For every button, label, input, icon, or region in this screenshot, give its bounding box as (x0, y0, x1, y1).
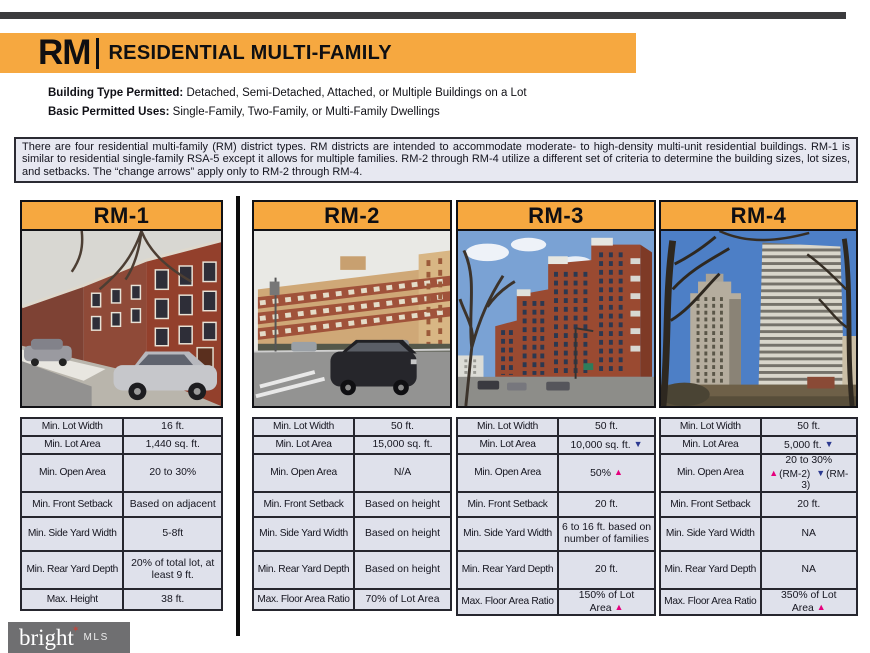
table-row (457, 418, 655, 436)
district-card-rm1 (20, 200, 223, 611)
district-header: RM-3 (458, 202, 654, 231)
row-value: 50 ft. (354, 418, 451, 436)
row-value: 50 ft. (558, 418, 655, 436)
row-label: Min. Rear Yard Depth (21, 551, 123, 589)
district-spec-table (456, 417, 656, 616)
table-row (253, 436, 451, 454)
row-label: Min. Side Yard Width (21, 517, 123, 551)
row-value: 50 ft. (761, 418, 857, 436)
row-value: 20% of total lot, at least 9 ft. (123, 551, 222, 589)
table-row (253, 517, 451, 551)
basic-uses-value: Single-Family, Two-Family, or Multi-Family Dwellings (169, 106, 440, 118)
up-change-arrow-icon: ▲ (769, 467, 779, 478)
logo-wordmark: bright (19, 624, 74, 650)
table-row (457, 454, 655, 492)
district-card-rm3 (456, 200, 656, 616)
row-label: Max. Height (21, 589, 123, 610)
table-row (21, 517, 222, 551)
change-arrow-ref: (RM-2) (779, 468, 811, 480)
row-value: 150% of Lot Area ▲ (558, 589, 655, 615)
row-label: Min. Open Area (457, 454, 558, 492)
district-header: RM-4 (661, 202, 856, 231)
down-change-arrow-icon: ▼ (824, 438, 834, 449)
row-label: Min. Lot Area (253, 436, 354, 454)
bright-mls-logo (8, 622, 130, 653)
row-value: Based on height (354, 492, 451, 517)
up-change-arrow-icon: ▲ (613, 466, 623, 477)
district-photo-box (456, 200, 656, 408)
row-label: Max. Floor Area Ratio (457, 589, 558, 615)
down-change-arrow-icon: ▼ (633, 438, 643, 449)
row-value: Based on height (354, 551, 451, 589)
row-value: 350% of Lot Area ▲ (761, 589, 857, 615)
row-value: 1,440 sq. ft. (123, 436, 222, 454)
title-banner (0, 33, 636, 73)
building-type-value: Detached, Semi-Detached, Attached, or Multiple Buildings on a Lot (183, 87, 527, 99)
row-value: 38 ft. (123, 589, 222, 610)
change-arrow-ref: (RM-3) (801, 468, 849, 491)
apartment-block-photo (254, 231, 450, 406)
row-value: 50% ▲ (558, 454, 655, 492)
row-value: Based on height (354, 517, 451, 551)
up-change-arrow-icon: ▲ (816, 601, 826, 612)
table-row (253, 589, 451, 610)
district-card-rm4 (659, 200, 858, 616)
table-row (21, 492, 222, 517)
row-label: Min. Lot Area (457, 436, 558, 454)
row-label: Min. Lot Area (21, 436, 123, 454)
row-value: N/A (354, 454, 451, 492)
up-change-arrow-icon: ▲ (614, 601, 624, 612)
table-row (660, 492, 857, 517)
district-photo-box (659, 200, 858, 408)
row-label: Min. Open Area (21, 454, 123, 492)
row-label: Min. Front Setback (660, 492, 761, 517)
row-label: Min. Rear Yard Depth (660, 551, 761, 589)
table-row (21, 589, 222, 610)
row-value: 70% of Lot Area (354, 589, 451, 610)
building-type-line (48, 84, 527, 103)
change-arrow-note (764, 468, 854, 491)
row-value: 20 to 30% (123, 454, 222, 492)
table-row (457, 589, 655, 615)
row-label: Min. Rear Yard Depth (253, 551, 354, 589)
row-label: Min. Side Yard Width (660, 517, 761, 551)
table-row (660, 418, 857, 436)
table-row (253, 454, 451, 492)
rm1-divider-bar (236, 196, 240, 636)
district-spec-table (252, 417, 452, 611)
table-row (21, 454, 222, 492)
table-row (660, 589, 857, 615)
table-row (457, 517, 655, 551)
row-value: 5-8ft (123, 517, 222, 551)
row-label: Min. Lot Width (660, 418, 761, 436)
table-row (21, 551, 222, 589)
rowhouses-photo (22, 231, 221, 406)
table-row (457, 551, 655, 589)
table-row (253, 418, 451, 436)
logo-suffix: MLS (83, 632, 109, 643)
row-label: Max. Floor Area Ratio (660, 589, 761, 615)
district-spec-table (659, 417, 858, 616)
district-card-rm2 (252, 200, 452, 611)
row-value: NA (761, 517, 857, 551)
row-label: Min. Lot Width (21, 418, 123, 436)
row-value: 10,000 sq. ft. ▼ (558, 436, 655, 454)
row-value: 5,000 ft. ▼ (761, 436, 857, 454)
row-label: Min. Lot Width (457, 418, 558, 436)
row-value: Based on adjacent (123, 492, 222, 517)
highrise-towers-photo (661, 231, 856, 406)
building-type-label: Building Type Permitted: (48, 87, 184, 99)
table-row (21, 436, 222, 454)
row-label: Min. Side Yard Width (253, 517, 354, 551)
down-change-arrow-icon: ▼ (816, 467, 826, 478)
row-label: Min. Side Yard Width (457, 517, 558, 551)
row-label: Min. Lot Area (660, 436, 761, 454)
permitted-summary (48, 84, 527, 122)
district-code: RM (38, 33, 91, 72)
district-header: RM-1 (22, 202, 221, 231)
row-value: 15,000 sq. ft. (354, 436, 451, 454)
table-row (253, 551, 451, 589)
midrise-towers-photo (458, 231, 654, 406)
row-value: 20 ft. (558, 492, 655, 517)
table-row (457, 436, 655, 454)
row-value: 20 to 30% ▲(RM-2) ▼(RM-3) (761, 454, 857, 492)
title-separator (96, 38, 99, 69)
row-label: Min. Open Area (253, 454, 354, 492)
table-row (660, 551, 857, 589)
row-label: Min. Front Setback (253, 492, 354, 517)
table-row (21, 418, 222, 436)
district-spec-table (20, 417, 223, 611)
basic-uses-label: Basic Permitted Uses: (48, 106, 170, 118)
row-label: Min. Open Area (660, 454, 761, 492)
basic-uses-line (48, 103, 527, 122)
district-photo-box (20, 200, 223, 408)
logo-spark-icon: ✶ (71, 624, 80, 634)
table-row (253, 492, 451, 517)
row-label: Max. Floor Area Ratio (253, 589, 354, 610)
row-value: 16 ft. (123, 418, 222, 436)
row-label: Min. Lot Width (253, 418, 354, 436)
table-row (660, 454, 857, 492)
table-row (660, 517, 857, 551)
district-header: RM-2 (254, 202, 450, 231)
table-row (660, 436, 857, 454)
top-rule-bar (0, 12, 846, 19)
row-label: Min. Rear Yard Depth (457, 551, 558, 589)
row-value: NA (761, 551, 857, 589)
row-value: 20 ft. (558, 551, 655, 589)
district-photo-box (252, 200, 452, 408)
table-row (457, 492, 655, 517)
row-value: 20 ft. (761, 492, 857, 517)
row-label: Min. Front Setback (21, 492, 123, 517)
district-description-box: There are four residential multi-family (RM) district types. RM districts are intended to accommodate moderate- to high-density multi-unit residential buildings. RM-1 is similar to residential single-family RSA-5 except it allows for multiple families. RM-2 through RM-4 utilize a different set of criteria to determine the building sizes, lot sizes, and setbacks. The “change arrows” apply only to RM-2 through RM-4. (14, 137, 858, 183)
row-value: 6 to 16 ft. based on number of families (558, 517, 655, 551)
page-title: RESIDENTIAL MULTI-FAMILY (108, 41, 392, 64)
row-label: Min. Front Setback (457, 492, 558, 517)
